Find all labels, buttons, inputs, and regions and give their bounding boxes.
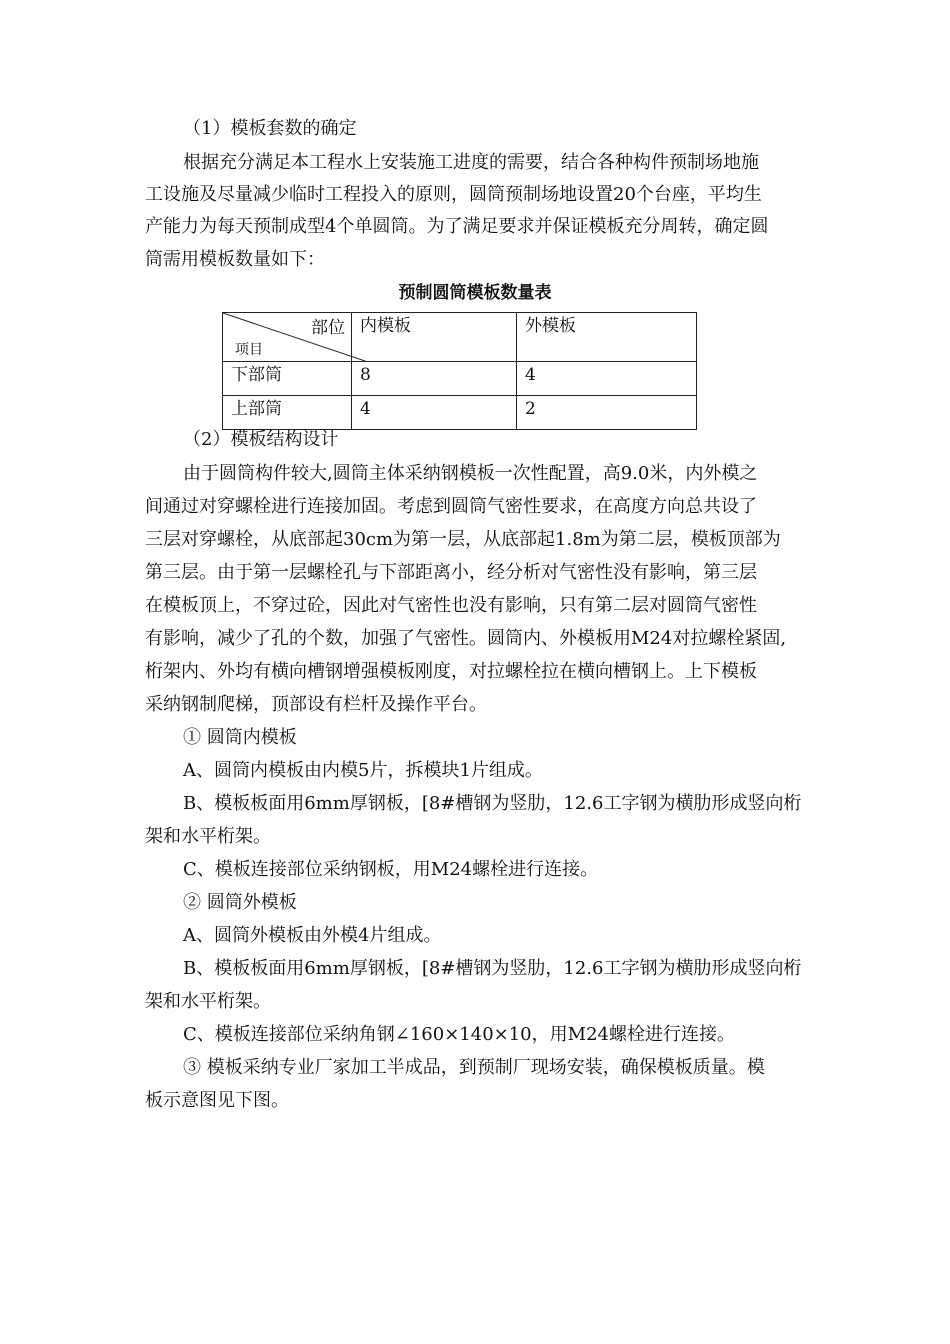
cell-outer: 2 <box>517 396 697 430</box>
section1-para-line: 筒需用模板数量如下： <box>145 249 325 270</box>
section2-para-line: 采纳钢制爬梯，顶部设有栏杆及操作平台。 <box>145 694 487 715</box>
table-row <box>223 396 697 430</box>
section2-para-line: 有影响，减少了孔的个数，加强了气密性。圆筒内、外模板用M24对拉螺栓紧固, <box>145 628 787 649</box>
cell-inner: 8 <box>352 362 517 396</box>
corner-label-part: 部位 <box>311 318 345 338</box>
row-label: 上部筒 <box>223 396 352 430</box>
inner-template-item-c: C、模板连接部位采纳钢板，用M24螺栓进行连接。 <box>183 859 599 880</box>
outer-template-item-c: C、模板连接部位采纳角钢∠160×140×10，用M24螺栓进行连接。 <box>183 1024 735 1045</box>
outer-template-item-b-cont: 架和水平桁架。 <box>145 991 271 1012</box>
section2-para-line: 间通过对穿螺栓进行连接加固。考虑到圆筒气密性要求，在高度方向总共设了 <box>145 496 757 517</box>
inner-template-heading: ① 圆筒内模板 <box>183 727 297 748</box>
cell-inner: 4 <box>352 396 517 430</box>
section2-para-line: 由于圆筒构件较大,圆筒主体采纳钢模板一次性配置，高9.0米，内外模之 <box>183 463 758 484</box>
inner-template-item-a: A、圆筒内模板由内模5片，拆模块1片组成。 <box>183 760 543 781</box>
section2-para-line: 三层对穿螺栓，从底部起30cm为第一层，从底部起1.8m为第二层，模板顶部为 <box>145 529 781 550</box>
section2-para-line: 第三层。由于第一层螺栓孔与下部距离小，经分析对气密性没有影响，第三层 <box>145 562 757 583</box>
section1-para-line: 根据充分满足本工程水上安装施工进度的需要，结合各种构件预制场地施 <box>183 152 759 173</box>
corner-label-item: 项目 <box>235 342 263 358</box>
section1-heading: （1）模板套数的确定 <box>183 118 357 139</box>
outer-template-heading: ② 圆筒外模板 <box>183 892 297 913</box>
section2-para-line: 在模板顶上，不穿过砼，因此对气密性也没有影响，只有第二层对圆筒气密性 <box>145 595 757 616</box>
outer-template-item-b: B、模板板面用6mm厚钢板，[8#槽钢为竖肋，12.6工字钢为横肋形成竖向桁 <box>183 958 802 979</box>
section2-para-line: 桁架内、外均有横向槽钢增强模板刚度，对拉螺栓拉在横向槽钢上。上下模板 <box>145 661 757 682</box>
section2-heading: （2）模板结构设计 <box>183 429 339 450</box>
section1-para-line: 产能力为每天预制成型4个单圆筒。为了满足要求并保证模板充分周转，确定圆 <box>145 216 769 237</box>
table-corner-cell <box>223 313 352 362</box>
column-header-outer: 外模板 <box>517 313 697 362</box>
table-title: 预制圆筒模板数量表 <box>398 283 552 303</box>
outer-template-item-a: A、圆筒外模板由外模4片组成。 <box>183 925 442 946</box>
cell-outer: 4 <box>517 362 697 396</box>
inner-template-item-b-cont: 架和水平桁架。 <box>145 826 271 847</box>
row-label: 下部筒 <box>223 362 352 396</box>
column-header-inner: 内模板 <box>352 313 517 362</box>
table-header-row <box>223 313 697 362</box>
template-quantity-table <box>222 312 697 430</box>
section1-para-line: 工设施及尽量减少临时工程投入的原则，圆筒预制场地设置20个台座，平均生 <box>145 184 762 205</box>
inner-template-item-b: B、模板板面用6mm厚钢板，[8#槽钢为竖肋，12.6工字钢为横肋形成竖向桁 <box>183 793 802 814</box>
table-row <box>223 362 697 396</box>
note-3-line: ③ 模板采纳专业厂家加工半成品，到预制厂现场安装，确保模板质量。模 <box>183 1057 765 1078</box>
note-3-line-cont: 板示意图见下图。 <box>145 1090 289 1111</box>
